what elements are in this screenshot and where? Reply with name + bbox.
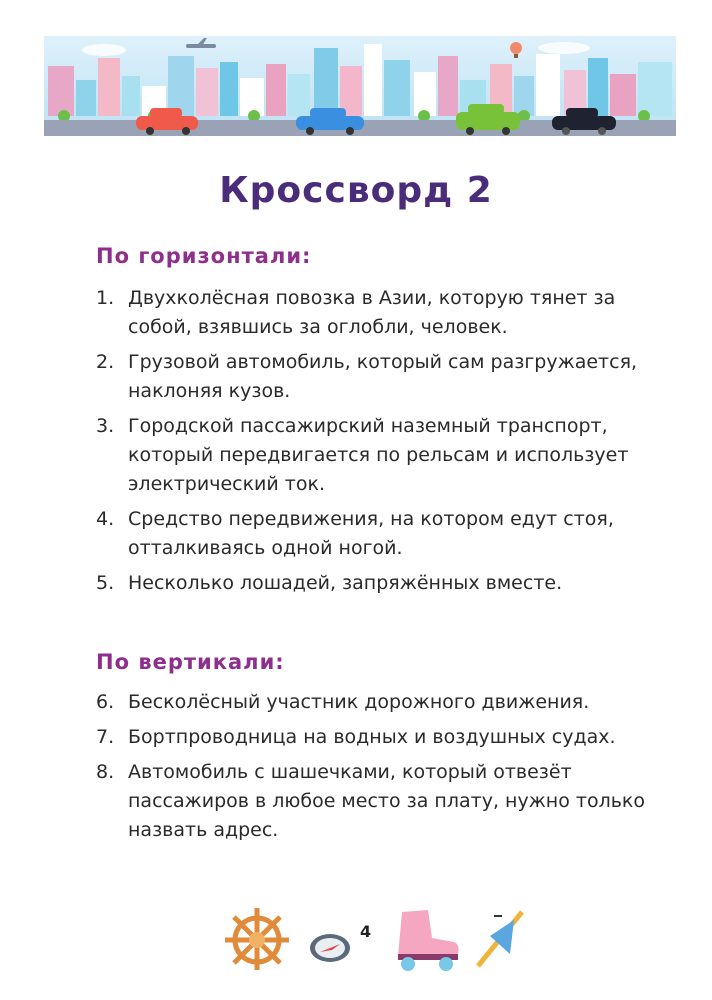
item-text: Двухколёсная повозка в Азии, которую тянет за собой, взявшись за оглобли, человек. xyxy=(128,287,616,338)
item-text: Бесколёсный участник дорожного движения. xyxy=(128,691,590,713)
item-number: 3. xyxy=(96,415,115,437)
list-item xyxy=(96,758,656,845)
item-text: Средство передвижения, на котором едут стоя, отталкиваясь одной ногой. xyxy=(128,508,614,559)
balloon-icon xyxy=(510,42,522,58)
item-number: 4. xyxy=(96,508,115,530)
list-horizontal xyxy=(96,284,656,604)
item-text: Грузовой автомобиль, который сам разгружается, наклоняя кузов. xyxy=(128,351,638,402)
item-number: 2. xyxy=(96,351,115,373)
list-item xyxy=(96,412,656,499)
list-item xyxy=(96,688,656,717)
page-number: 4 xyxy=(360,922,372,941)
heading-vertical: По вертикали: xyxy=(96,650,285,674)
item-number: 5. xyxy=(96,572,115,594)
item-text: Автомобиль с шашечками, который отвезёт пассажиров в любое место за плату, нужно только назвать адрес. xyxy=(128,761,646,841)
item-number: 8. xyxy=(96,761,115,783)
list-vertical xyxy=(96,688,656,851)
heading-horizontal: По горизонтали: xyxy=(96,244,312,268)
list-item xyxy=(96,569,656,598)
city-skyline xyxy=(48,44,672,116)
list-item xyxy=(96,348,656,406)
windsurf-board-icon xyxy=(470,906,530,972)
list-item xyxy=(96,284,656,342)
list-item xyxy=(96,505,656,563)
roller-skate-icon xyxy=(388,904,464,974)
compass-icon xyxy=(306,926,354,966)
list-item xyxy=(96,723,656,752)
airplane-icon xyxy=(186,38,216,48)
item-text: Городской пассажирский наземный транспорт, который передвигается по рельсам и использует электрический ток. xyxy=(128,415,629,495)
ship-wheel-icon xyxy=(212,900,302,970)
item-number: 1. xyxy=(96,287,115,309)
item-number: 7. xyxy=(96,726,115,748)
item-text: Бортпроводница на водных и воздушных судах. xyxy=(128,726,616,748)
item-number: 6. xyxy=(96,691,115,713)
item-text: Несколько лошадей, запряжённых вместе. xyxy=(128,572,563,594)
city-banner-illustration xyxy=(44,36,676,136)
page-title: Кроссворд 2 xyxy=(219,170,493,211)
